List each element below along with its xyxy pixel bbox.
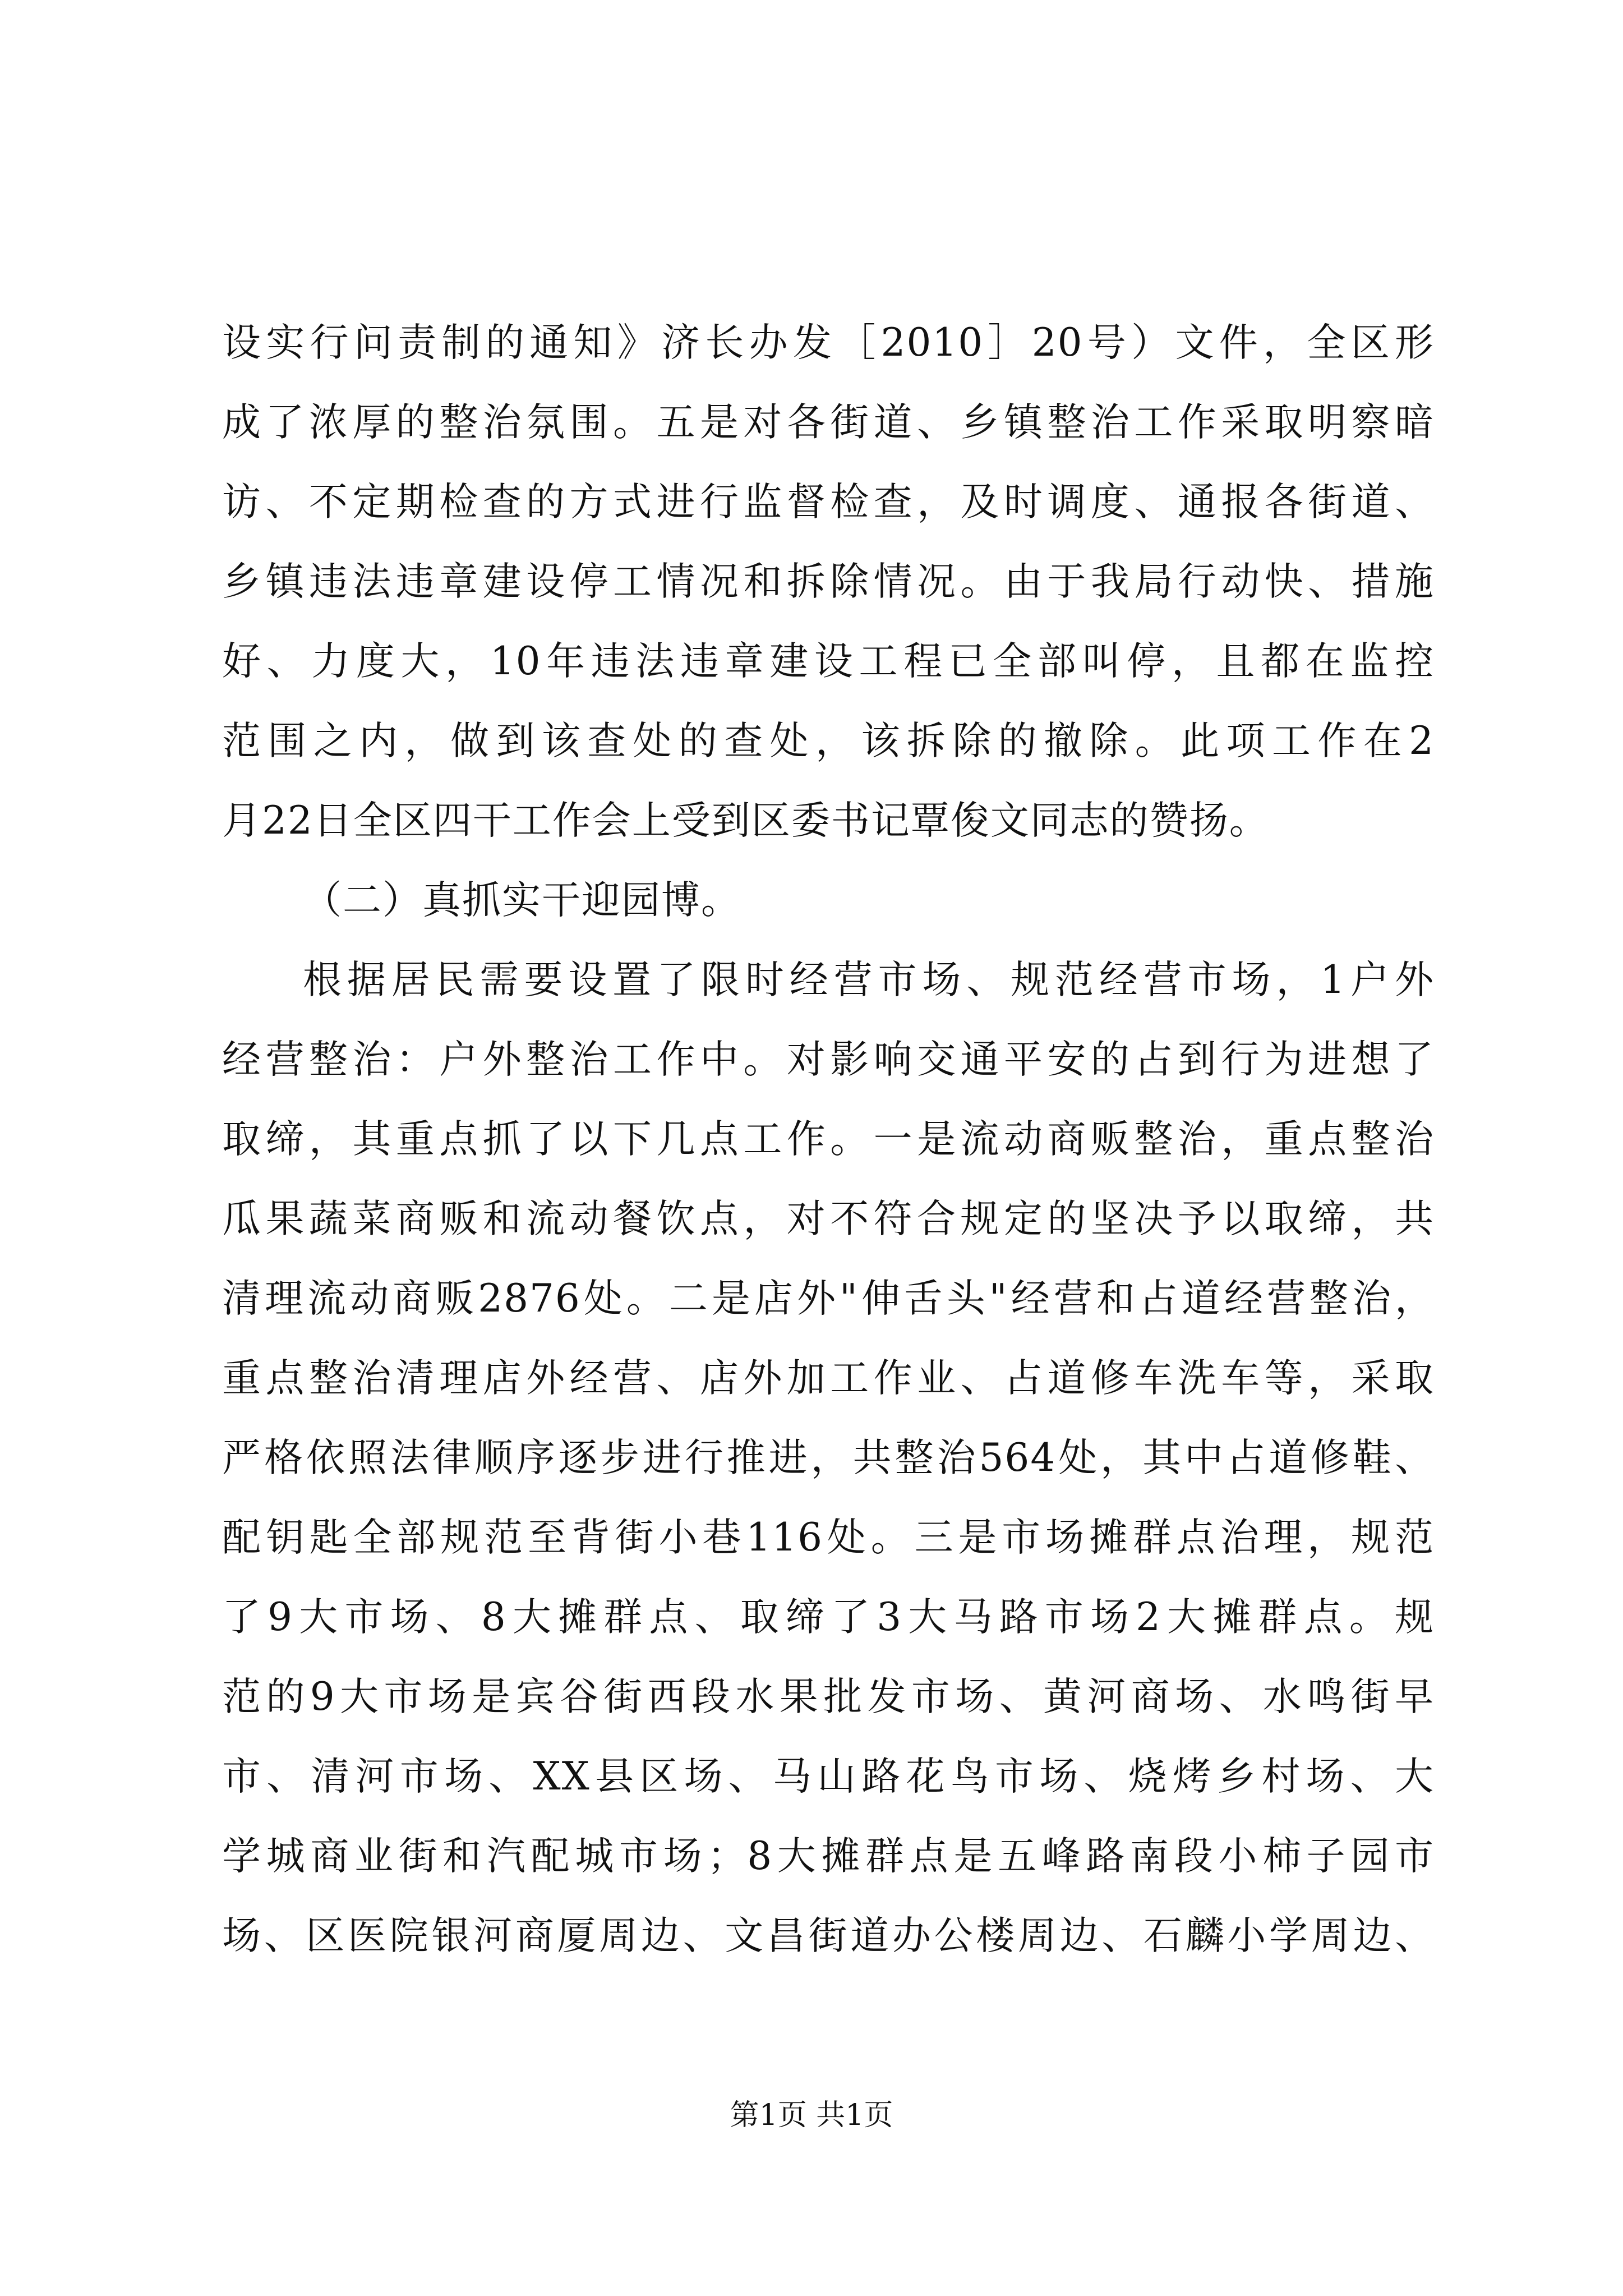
text-line-7: 月22日全区四干工作会上受到区委书记覃俊文同志的赞扬。 (222, 798, 1269, 843)
text-line-11: 取缔，其重点抓了以下几点工作。一是流动商贩整治，重点整治 (222, 1117, 1435, 1162)
body-text (222, 303, 1435, 1976)
paragraph-start-line: 根据居民需要设置了限时经营市场、规范经营市场，1户外 (303, 958, 1435, 1002)
page-footer: 第1页 共1页 (730, 2099, 893, 2132)
text-line-13: 清理流动商贩2876处。二是店外"伸舌头"经营和占道经营整治， (222, 1276, 1435, 1321)
text-line-18: 范的9大市场是宾谷街西段水果批发市场、黄河商场、水鸣街早 (222, 1674, 1435, 1719)
text-line-15: 严格依照法律顺序逐步进行推进，共整治564处，其中占道修鞋、 (222, 1435, 1435, 1480)
text-line-2: 成了浓厚的整治氛围。五是对各街道、乡镇整治工作采取明察暗 (222, 400, 1435, 445)
text-line-19: 市、清河市场、XX县区场、马山路花鸟市场、烧烤乡村场、大 (222, 1754, 1435, 1799)
section-heading: （二）真抓实干迎园博。 (303, 878, 741, 923)
text-line-12: 瓜果蔬菜商贩和流动餐饮点，对不符合规定的坚决予以取缔，共 (222, 1197, 1435, 1241)
text-line-14: 重点整治清理店外经营、店外加工作业、占道修车洗车等，采取 (222, 1356, 1435, 1401)
text-line-6: 范围之内，做到该查处的查处，该拆除的撤除。此项工作在2 (222, 719, 1435, 763)
text-line-21: 场、区医院银河商厦周边、文昌街道办公楼周边、石麟小学周边、 (222, 1913, 1435, 1958)
text-line-3: 访、不定期检查的方式进行监督检查，及时调度、通报各街道、 (222, 480, 1435, 524)
text-line-10: 经营整治：户外整治工作中。对影响交通平安的占到行为进想了 (222, 1037, 1435, 1082)
text-line-4: 乡镇违法违章建设停工情况和拆除情况。由于我局行动快、措施 (222, 559, 1435, 604)
text-line-1: 设实行问责制的通知》济长办发［2010］20号）文件，全区形 (222, 320, 1435, 365)
text-line-5: 好、力度大，10年违法违章建设工程已全部叫停，且都在监控 (222, 639, 1435, 684)
text-line-16: 配钥匙全部规范至背街小巷116处。三是市场摊群点治理，规范 (222, 1515, 1435, 1560)
text-line-20: 学城商业街和汽配城市场；8大摊群点是五峰路南段小柿子园市 (222, 1834, 1435, 1879)
text-line-17: 了9大市场、8大摊群点、取缔了3大马路市场2大摊群点。规 (222, 1595, 1435, 1640)
